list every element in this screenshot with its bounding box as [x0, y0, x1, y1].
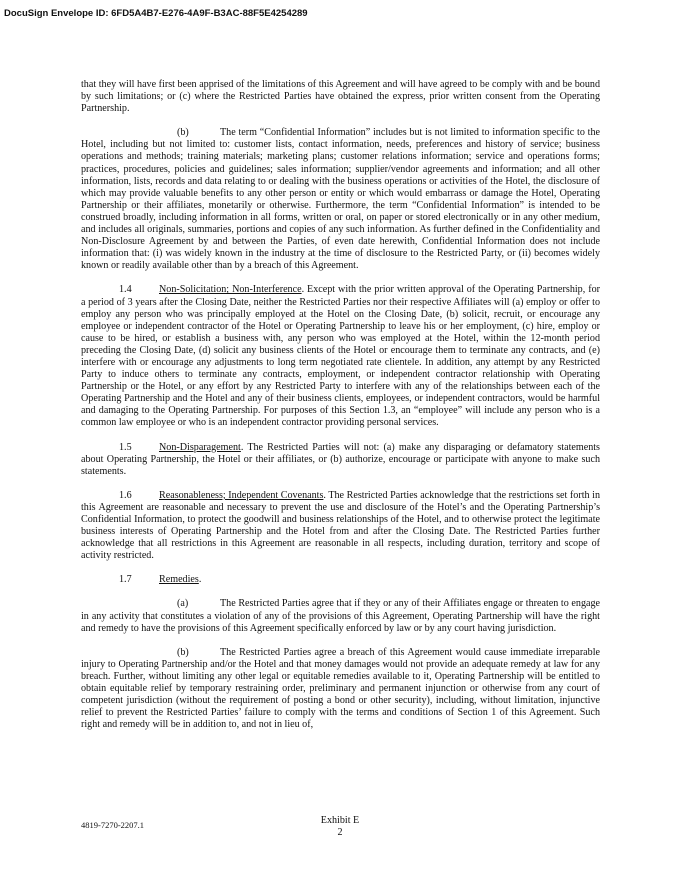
- footer-exhibit: Exhibit E: [320, 815, 360, 826]
- document-body: [81, 79, 600, 743]
- footer-doc-number: 4819-7270-2207.1: [81, 820, 145, 830]
- paragraph-label: (b): [177, 646, 189, 658]
- section-1-4: [81, 284, 600, 429]
- paragraph-continuation: that they will have first been apprised of the limitations of this Agreement and will have agreed to be comply with and be bound by such limitations; or (c) where the Restricted Parties have obtained the express, prior written consent from the Operating Partnership.: [81, 79, 600, 115]
- section-1-6: [81, 490, 600, 563]
- section-text: . Except with the prior written approval of the Operating Partnership, for a period of 3 years after the Closing Date, neither the Restricted Parties nor their respective Affiliates will (a) employ or offer to employ any person who was principally employed at the Hotel on the Closing Date, (b) solicit, recruit, or encourage any employee or independent contractor of the Hotel or Operating Partnership to leave his or her employment, (c) hire, employ or cause to be hired, or establish a business with, any person who was employed at the Hotel, within the 12-month period preceding the Closing Date, (d) solicit any business clients of the Hotel or encourage them to terminate any contracts, and (e) interfere with or encourage any adjustments to long term negotiated rate clientele. In addition, any attempt by any Restricted Party to induce others to terminate any contracts, employment, or independent contractor relationship with Operating Partnership or the Hotel, or any effort by any Restricted Party to interfere with any of the relationships between each of the Operating Partnership and the Hotel and any of their business clients, employees, or independent contractors, would be harmful and damaging to the Operating Partnership. For purposes of this Section 1.3, an “employee” will include any person who is a common law employee or who is an independent contractor providing personal services.: [81, 284, 600, 429]
- section-number: 1.6: [119, 489, 132, 501]
- footer-exhibit-page: [0, 815, 680, 839]
- section-1-7: [81, 574, 600, 586]
- paragraph-text: The term “Confidential Information” includes but is not limited to information specific to the Hotel, including but not limited to: customer lists, contact information, needs, preferences and history of service; business operations and methods; training materials; marketing plans; customer relations information; service and operations forms; practices, procedures, policies and guidelines; sales information; supplier/vendor agreements and information; and all other information, lists, records and data relating to or dealing with the business operations or activities of the Hotel, the disclosure of which may provide valuable benefits to any other person or entity or which would embarrass or damage the Hotel, Operating Partnership or their affiliates, monetarily or otherwise. Furthermore, the term “Confidential Information” is intended to be construed broadly, including information in all forms, written or oral, on paper or stored electronically or in any other medium, and includes all originals, summaries, portions and copies of any such information. As further defined in the Confidentiality and Non-Disclosure Agreement by and between the Parties, of even date herewith, Confidential Information does not include information that: (i) was widely known in the industry at the time of disclosure to the Restricted Party, or (ii) becomes widely known or readily available other than by a breach of this Agreement.: [81, 127, 600, 272]
- paragraph-remedies-b: [81, 647, 600, 732]
- section-heading: Remedies: [159, 574, 199, 586]
- paragraph-label: (b): [177, 127, 189, 139]
- footer-page-number: 2: [337, 827, 343, 838]
- paragraph-text: The Restricted Parties agree a breach of this Agreement would cause immediate irreparable injury to Operating Partnership and/or the Hotel and that money damages would not provide an adequate remedy at law for any breach. Further, without limiting any other legal or equitable remedies available to it, Operating Partnership will be entitled to obtain equitable relief by temporary restraining order, preliminary and permanent injunction or otherwise from any court of competent jurisdiction (without the requirement of posting a bond or other security), including, without limitation, injunctive relief to prevent the Restricted Parties’ failure to comply with the terms and conditions of Section 1 of this Agreement. Such right and remedy will be in addition to, and not in lieu of,: [81, 646, 600, 731]
- section-1-5: [81, 442, 600, 478]
- section-number: 1.4: [119, 284, 132, 296]
- docusign-envelope-id: DocuSign Envelope ID: 6FD5A4B7-E276-4A9F-B3AC-88F5E4254289: [4, 8, 308, 19]
- section-text: . The Restricted Parties acknowledge that the restrictions set forth in this Agreement are reasonable and necessary to prevent the use and disclosure of the Hotel’s and the Operating Partnership’s Confidential Information, to protect the goodwill and business relationships of the Hotel, and to otherwise protect the legitimate business interests of Operating Partnership and the Hotel from and after the Closing Date. The Restricted Parties further acknowledge that all restrictions in this Agreement are reasonable in all respects, including duration, territory and scope of activity restricted.: [81, 489, 600, 562]
- section-text: .: [198, 574, 202, 586]
- paragraph-remedies-a: [81, 598, 600, 634]
- paragraph-text: The Restricted Parties agree that if they or any of their Affiliates engage or threaten to engage in any activity that constitutes a violation of any of the provisions of this Agreement, Operating Partnership will have the right and remedy to have the provisions of this Agreement specifically enforced by law or by any court having jurisdiction.: [81, 598, 600, 634]
- section-number: 1.7: [119, 574, 132, 586]
- section-heading: Non-Solicitation; Non-Interference: [159, 284, 302, 296]
- section-heading: Non-Disparagement: [159, 441, 241, 453]
- paragraph-confidential-information: [81, 127, 600, 272]
- section-text: . The Restricted Parties will not: (a) make any disparaging or defamatory statements about Operating Partnership, the Hotel or their affiliates, or (b) authorize, encourage or participate with anyone to make such statements.: [81, 441, 600, 477]
- section-heading: Reasonableness; Independent Covenants: [159, 489, 324, 501]
- section-number: 1.5: [119, 441, 132, 453]
- paragraph-label: (a): [177, 598, 189, 610]
